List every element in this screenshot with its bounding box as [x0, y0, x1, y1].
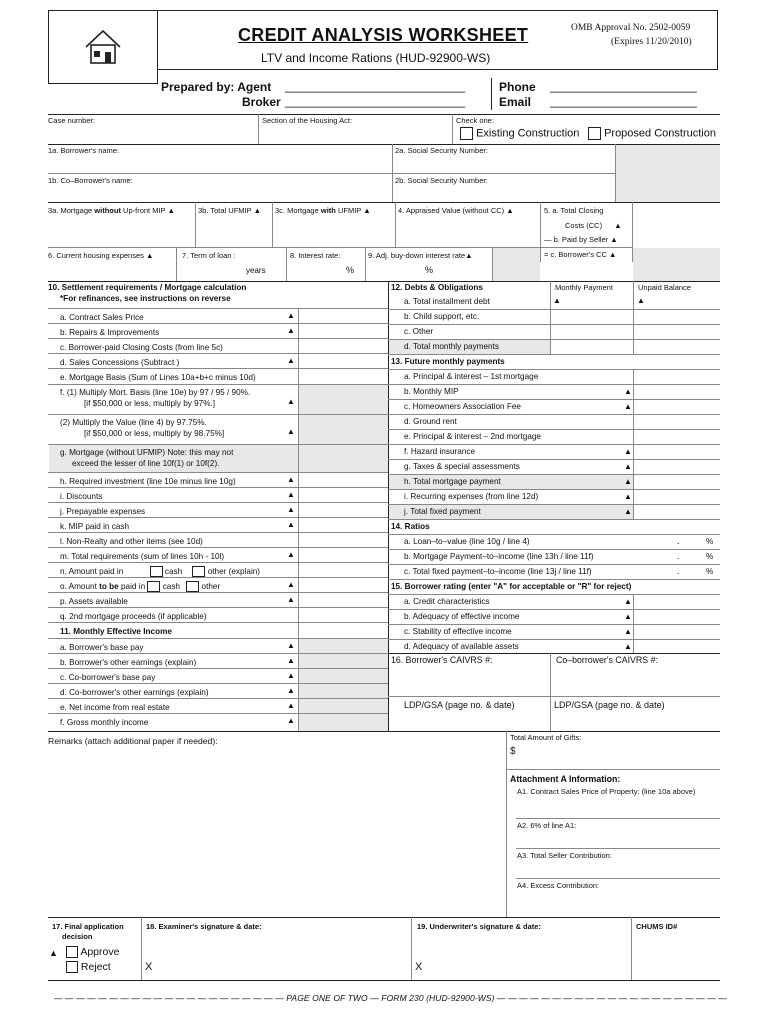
triangle-icon: ▲ [287, 701, 295, 710]
term-of-loan-label[interactable]: 7. Term of loan : [182, 251, 236, 260]
total-ufmip-label[interactable]: 3b. Total UFMIP ▲ [198, 206, 262, 215]
coborrower-ssn-label[interactable]: 2b. Social Security Number: [395, 176, 488, 185]
total-requirements-label[interactable]: m. Total requirements (sum of lines 10h - 10l) [60, 552, 225, 561]
total-fixed-to-income-label[interactable]: c. Total fixed payment–to–income (line 13j / line 11f) [404, 567, 592, 576]
triangle-icon: ▲ [624, 612, 632, 621]
years-unit: years [246, 266, 266, 275]
current-housing-expenses-label[interactable]: 6. Current housing expenses ▲ [48, 251, 154, 260]
recurring-expenses-label[interactable]: i. Recurring expenses (from line 12d) [404, 492, 539, 501]
total-fixed-to-income-decimal: . [677, 566, 680, 576]
prepayable-expenses-label[interactable]: j. Prepayable expenses [60, 507, 146, 516]
interest-rate-label[interactable]: 8. Interest rate: [290, 251, 341, 260]
contract-sales-price-label[interactable]: a. Contract Sales Price [60, 313, 144, 322]
amount-to-be-paid-label[interactable]: o. Amount to be paid in cash other [60, 582, 221, 591]
borrower-closing-costs-label[interactable]: c. Borrower-paid Closing Costs (from line 5c) [60, 343, 223, 352]
sec10-title: 10. Settlement requirements / Mortgage calculation [48, 283, 247, 292]
paid-by-seller-label[interactable]: — b. Paid by Seller ▲ [544, 235, 618, 244]
mortgage-with-ufmip-label[interactable]: 3c. Mortgage with UFMIP ▲ [275, 206, 371, 215]
triangle-icon: ▲ [146, 251, 154, 260]
phone-label: Phone [499, 80, 536, 94]
triangle-icon: ▲ [624, 642, 632, 651]
amount-to-be-paid-label: o. Amount to be paid in [60, 582, 146, 591]
amount-paid-other-checkbox[interactable] [192, 566, 205, 577]
existing-construction-checkbox[interactable] [460, 127, 473, 140]
coborrower-caivrs-label[interactable]: Co–borrower's CAIVRS #: [556, 655, 658, 665]
proposed-construction-label: Proposed Construction [604, 127, 716, 140]
hazard-insurance-label[interactable]: f. Hazard insurance [404, 447, 475, 456]
approve-checkbox[interactable] [66, 946, 78, 958]
triangle-icon: ▲ [287, 686, 295, 695]
broker-label: Broker [242, 95, 281, 109]
non-realty-items-label[interactable]: l. Non-Realty and other items (see 10d) [60, 537, 203, 546]
triangle-icon: ▲ [287, 550, 295, 559]
form-title: CREDIT ANALYSIS WORKSHEET [238, 25, 529, 45]
triangle-icon: ▲ [363, 206, 371, 215]
appraised-value-label[interactable]: 4. Appraised Value (without CC) ▲ [398, 206, 514, 215]
triangle-icon: ▲ [465, 251, 473, 260]
net-income-real-estate-label[interactable]: e. Net income from real estate [60, 703, 170, 712]
email-label: Email [499, 95, 532, 109]
page-footer: — — — — — — — — — — — — — — — — — — — — — PAGE ONE OF TWO — FORM 230 (HUD-92900-WS) — — — — — — — — — — — — — — — — — — — — — [54, 993, 727, 1003]
triangle-icon: ▲ [614, 221, 622, 230]
hoa-fee-label[interactable]: c. Homeowners Association Fee [404, 402, 521, 411]
ldp-gsa-borrower-label[interactable]: LDP/GSA (page no. & date) [404, 700, 515, 710]
triangle-icon: ▲ [287, 641, 295, 650]
header-band [158, 10, 718, 70]
buydown-percent-unit: % [425, 265, 434, 275]
approve-option[interactable] [66, 946, 119, 958]
agent-field[interactable]: ___________________________ [285, 79, 466, 93]
remarks-label[interactable]: Remarks (attach additional paper if needed): [48, 736, 218, 746]
agent-broker-band [158, 70, 718, 114]
examiner-signature-label: 18. Examiner's signature & date: [146, 922, 262, 931]
interest-percent-unit: % [346, 265, 355, 275]
child-support-label[interactable]: b. Child support, etc. [404, 312, 480, 321]
triangle-icon: ▲ [287, 595, 295, 604]
total-gifts-label[interactable]: Total Amount of Gifts: [510, 733, 582, 742]
final-decision-label-2: decision [62, 932, 93, 941]
triangle-icon: ▲ [609, 250, 617, 259]
sec12-unpaid-header: Unpaid Balance [638, 283, 691, 292]
amount-paid-label: n. Amount paid in [60, 567, 124, 576]
borrower-base-pay-label[interactable]: a. Borrower's base pay [60, 643, 144, 652]
loan-to-value-percent: % [706, 537, 714, 546]
mip-paid-in-cash-label[interactable]: k. MIP paid in cash [60, 522, 130, 531]
total-installment-debt-label[interactable]: a. Total installment debt [404, 297, 490, 306]
sec13-title-label: 13. Future monthly payments [391, 357, 505, 366]
coborrower-name-label[interactable]: 1b. Co–Borrower's name: [48, 176, 133, 185]
triangle-icon: ▲ [167, 206, 175, 215]
triangle-icon: ▲ [637, 296, 645, 305]
check-one-label: Check one: [456, 116, 494, 125]
required-investment-label[interactable]: h. Required investment (line 10e minus line 10g) [60, 477, 236, 486]
mortgage-without-ufmip-label[interactable]: g. Mortgage (without UFMIP) Note: this may not exceed the lesser of line 10f(1) or 10f(2). [60, 448, 234, 468]
omb-expiry: (Expires 11/20/2010) [611, 37, 692, 47]
broker-field[interactable]: ___________________________ [285, 94, 466, 108]
triangle-icon: ▲ [287, 656, 295, 665]
triangle-icon: ▲ [610, 235, 618, 244]
triangle-icon: ▲ [287, 671, 295, 680]
gifts-dollar-sign: $ [510, 746, 516, 757]
mortgage-without-mip-label[interactable]: 3a. Mortgage without Up-front MIP ▲ [48, 206, 175, 215]
adequacy-effective-income-label[interactable]: b. Adequacy of effective income [404, 612, 520, 621]
form-subtitle: LTV and Income Rations (HUD-92900-WS) [261, 51, 491, 65]
triangle-icon: ▲ [624, 462, 632, 471]
mortgage-basis-label[interactable]: e. Mortgage Basis (Sum of Lines 10a+b+c minus 10d) [60, 373, 256, 382]
loan-to-value-decimal: . [677, 536, 680, 546]
value-multiplied-label[interactable]: (2) Multiply the Value (line 4) by 97.75%. [if $50,000 or less, multiply by 98.75%] [60, 418, 225, 438]
to-be-paid-other-checkbox[interactable] [186, 581, 199, 592]
borrower-ssn-label[interactable]: 2a. Social Security Number: [395, 146, 488, 155]
amount-paid-cash-checkbox[interactable] [150, 566, 163, 577]
examiner-signature-x[interactable]: X [145, 961, 153, 973]
final-decision-label: 17. Final application [52, 922, 124, 931]
triangle-icon: ▲ [287, 311, 295, 320]
total-mortgage-payment-label[interactable]: h. Total mortgage payment [404, 477, 501, 486]
monthly-mip-label[interactable]: b. Monthly MIP [404, 387, 459, 396]
total-fixed-payment-label[interactable]: j. Total fixed payment [404, 507, 481, 516]
mortgage-basis-multiplied-label[interactable]: f. (1) Multiply Mort. Basis (line 10e) by 97 / 95 / 90%. [if $50,000 or less, multiply by 97%.] [60, 388, 251, 408]
triangle-icon: ▲ [287, 520, 295, 529]
principal-interest-2nd-label[interactable]: e. Principal & interest – 2nd mortgage [404, 432, 541, 441]
prepared-by-label: Prepared by: Agent [161, 80, 272, 94]
ldp-gsa-coborrower-label[interactable]: LDP/GSA (page no. & date) [554, 700, 665, 710]
reject-label: Reject [80, 960, 111, 973]
triangle-icon: ▲ [253, 206, 262, 215]
house-icon [83, 27, 123, 67]
discounts-label[interactable]: i. Discounts [60, 492, 103, 501]
triangle-icon: ▲ [624, 402, 632, 411]
proposed-construction-checkbox[interactable] [588, 127, 601, 140]
sec14-title-label: 14. Ratios [391, 522, 430, 531]
attachment-a2-label[interactable]: A2. 6% of line A1: [517, 821, 577, 830]
triangle-icon: ▲ [624, 477, 632, 486]
reject-option[interactable] [66, 961, 111, 973]
second-mortgage-proceeds-label[interactable]: q. 2nd mortgage proceeds (if applicable) [60, 612, 207, 621]
chums-id-label[interactable]: CHUMS ID# [636, 922, 678, 931]
coborrower-base-pay-label[interactable]: c. Co-borrower's base pay [60, 673, 156, 682]
attachment-a1-label[interactable]: A1. Contract Sales Price of Property: (line 10a above) [517, 787, 696, 796]
sec12-title: 12. Debts & Obligations [391, 283, 483, 292]
sales-concessions-label[interactable]: d. Sales Concessions (Subtract ) [60, 358, 180, 367]
mortgage-payment-to-income-percent: % [706, 552, 714, 561]
coborrower-other-earnings-label[interactable]: d. Co-borrower's other earnings (explain) [60, 688, 209, 697]
section-act-label[interactable]: Section of the Housing Act: [262, 116, 353, 125]
house-logo-box [48, 10, 158, 84]
omb-approval: OMB Approval No. 2502-0059 [571, 23, 691, 33]
proposed-construction-option[interactable] [588, 127, 716, 140]
closing-costs-cc-label[interactable]: Costs (CC) ▲ [565, 221, 622, 230]
other-debts-label[interactable]: c. Other [404, 327, 434, 336]
borrower-other-earnings-label[interactable]: b. Borrower's other earnings (explain) [60, 658, 197, 667]
credit-characteristics-label[interactable]: a. Credit characteristics [404, 597, 490, 606]
triangle-icon: ▲ [553, 296, 561, 305]
borrower-caivrs-label[interactable]: 16. Borrower's CAIVRS #: [391, 655, 493, 665]
case-number-label[interactable]: Case number: [48, 116, 96, 125]
triangle-icon: ▲ [287, 580, 295, 589]
gross-monthly-income-label[interactable]: f. Gross monthly income [60, 718, 149, 727]
triangle-icon: ▲ [49, 948, 58, 958]
ground-rent-label[interactable]: d. Ground rent [404, 417, 457, 426]
triangle-icon: ▲ [624, 492, 632, 501]
amount-paid-label[interactable]: n. Amount paid in cash other (explain) [60, 567, 261, 576]
sec12-monthly-header: Monthly Payment [555, 283, 613, 292]
mortgage-payment-to-income-decimal: . [677, 551, 680, 561]
attachment-a3-label[interactable]: A3. Total Seller Contribution: [517, 851, 612, 860]
triangle-icon: ▲ [287, 505, 295, 514]
principal-interest-1st-label[interactable]: a. Principal & interest – 1st mortgage [404, 372, 539, 381]
adequacy-available-assets-label[interactable]: d. Adequacy of available assets [404, 642, 519, 651]
stability-effective-income-label[interactable]: c. Stability of effective income [404, 627, 512, 636]
triangle-icon: ▲ [287, 356, 295, 365]
buydown-rate-label[interactable]: 9. Adj. buy-down interest rate▲ [368, 251, 473, 260]
assets-available-label[interactable]: p. Assets available [60, 597, 128, 606]
sec10-note: *For refinances, see instructions on reverse [60, 294, 231, 303]
sec11-title-label: 11. Monthly Effective Income [60, 627, 172, 636]
total-closing-costs-label[interactable]: 5. a. Total Closing [544, 206, 604, 215]
mortgage-payment-to-income-label[interactable]: b. Mortgage Payment–to–income (line 13h / line 11f) [404, 552, 594, 561]
sec15-title-label: 15. Borrower rating (enter "A" for acceptable or "R" for reject) [391, 582, 632, 591]
underwriter-signature-label: 19. Underwriter's signature & date: [417, 922, 541, 931]
triangle-icon: ▲ [624, 627, 632, 636]
attachment-a4-label[interactable]: A4. Excess Contribution: [517, 881, 600, 890]
triangle-icon: ▲ [506, 206, 514, 215]
total-fixed-to-income-percent: % [706, 567, 714, 576]
approve-label: Approve [80, 945, 120, 958]
total-monthly-payments-label[interactable]: d. Total monthly payments [404, 342, 499, 351]
triangle-icon: ▲ [287, 475, 295, 484]
reject-checkbox[interactable] [66, 961, 78, 973]
existing-construction-option[interactable] [460, 127, 579, 140]
email-field[interactable]: ______________________ [550, 94, 697, 108]
underwriter-signature-x[interactable]: X [415, 961, 423, 973]
taxes-assessments-label[interactable]: g. Taxes & special assessments [404, 462, 520, 471]
triangle-icon: ▲ [624, 507, 632, 516]
triangle-icon: ▲ [624, 447, 632, 456]
existing-construction-label: Existing Construction [476, 127, 580, 140]
repairs-improvements-label[interactable]: b. Repairs & Improvements [60, 328, 160, 337]
to-be-paid-cash-checkbox[interactable] [147, 581, 160, 592]
triangle-icon: ▲ [287, 490, 295, 499]
triangle-icon: ▲ [624, 597, 632, 606]
triangle-icon: ▲ [287, 397, 295, 406]
triangle-icon: ▲ [287, 427, 295, 436]
attachment-a-title: Attachment A Information: [510, 774, 621, 784]
loan-to-value-label[interactable]: a. Loan–to–value (line 10g / line 4) [404, 537, 530, 546]
borrower-cc-label[interactable]: = c. Borrower's CC ▲ [544, 250, 617, 259]
triangle-icon: ▲ [287, 326, 295, 335]
triangle-icon: ▲ [287, 716, 295, 725]
borrower-name-label[interactable]: 1a. Borrower's name: [48, 146, 120, 155]
triangle-icon: ▲ [624, 387, 632, 396]
phone-field[interactable]: ______________________ [550, 79, 697, 93]
